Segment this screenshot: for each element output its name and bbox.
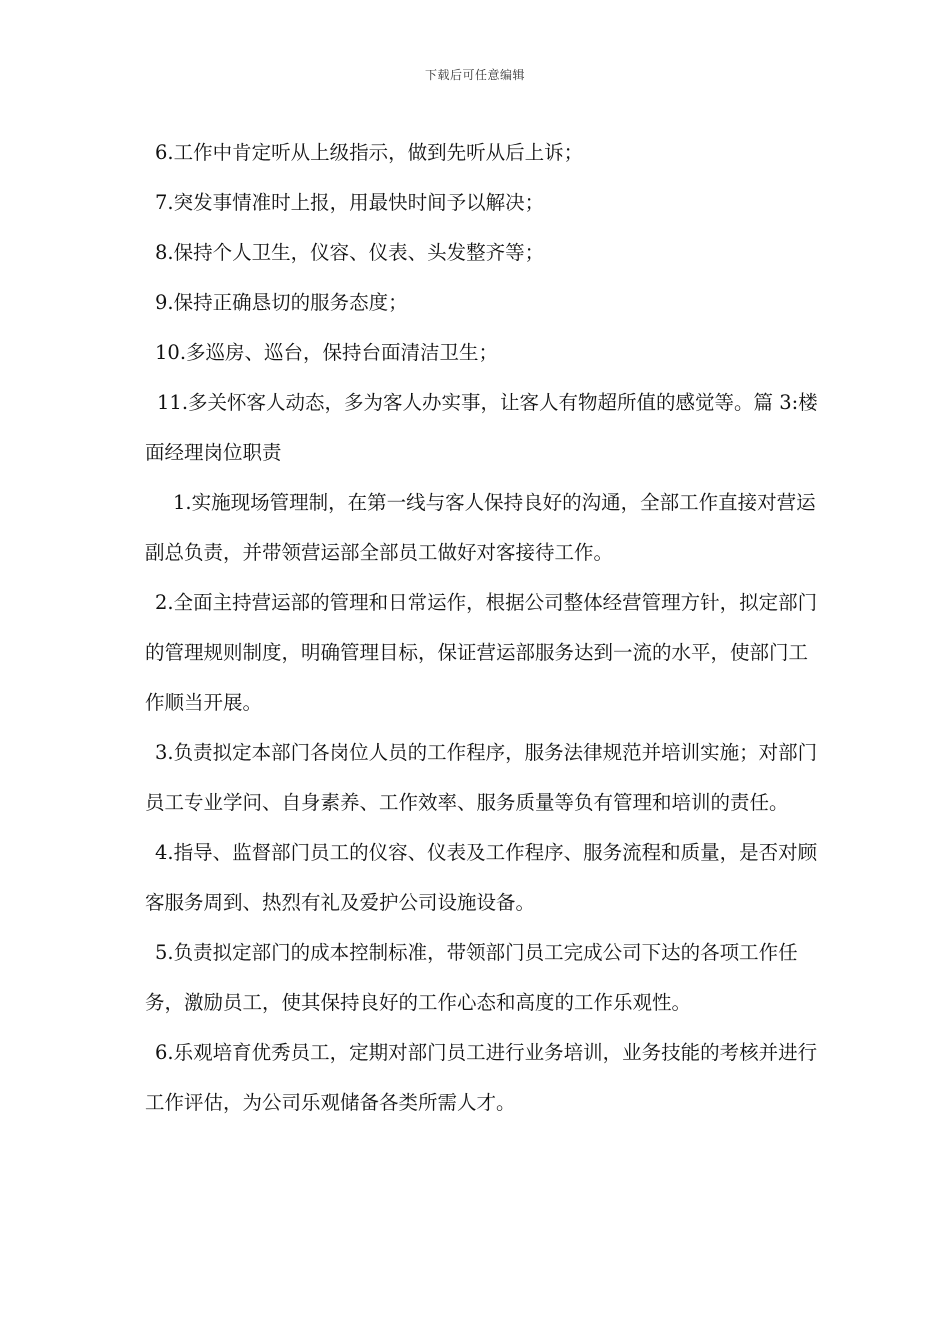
paragraph-10: 4.指导、监督部门员工的仪容、仪表及工作程序、服务流程和质量，是否对顾客服务周到、热烈有礼及爱护公司设施设备。 xyxy=(145,841,818,914)
paragraph-2: 7.突发事情准时上报，用最快时间予以解决； xyxy=(155,191,545,214)
paragraph-5: 10.多巡房、巡台，保持台面清洁卫生； xyxy=(155,341,499,364)
document-body xyxy=(145,128,821,1128)
paragraph-7: 1.实施现场管理制，在第一线与客人保持良好的沟通，全部工作直接对营运副总负责，并带领营运部全部员工做好对客接待工作。 xyxy=(145,491,816,564)
paragraph-12: 6.乐观培育优秀员工，定期对部门员工进行业务培训，业务技能的考核并进行工作评估，为公司乐观储备各类所需人才。 xyxy=(145,1041,818,1114)
paragraph-1: 6.工作中肯定听从上级指示，做到先听从后上诉； xyxy=(155,141,584,164)
page-header: 下载后可任意编辑 xyxy=(424,68,525,82)
paragraph-8: 2.全面主持营运部的管理和日常运作，根据公司整体经营管理方针，拟定部门的管理规则制度，明确管理目标，保证营运部服务达到一流的水平，使部门工作顺当开展。 xyxy=(145,591,818,714)
paragraph-11: 5.负责拟定部门的成本控制标准，带领部门员工完成公司下达的各项工作任务，激励员工，使其保持良好的工作心态和高度的工作乐观性。 xyxy=(145,941,798,1014)
paragraph-6: 11.多关怀客人动态，多为客人办实事，让客人有物超所值的感觉等。篇 3:楼面经理岗位职责 xyxy=(145,391,818,464)
paragraph-3: 8.保持个人卫生，仪容、仪表、头发整齐等； xyxy=(155,241,545,264)
paragraph-9: 3.负责拟定本部门各岗位人员的工作程序，服务法律规范并培训实施；对部门员工专业学问、自身素养、工作效率、服务质量等负有管理和培训的责任。 xyxy=(145,741,818,814)
paragraph-4: 9.保持正确恳切的服务态度； xyxy=(155,291,408,314)
